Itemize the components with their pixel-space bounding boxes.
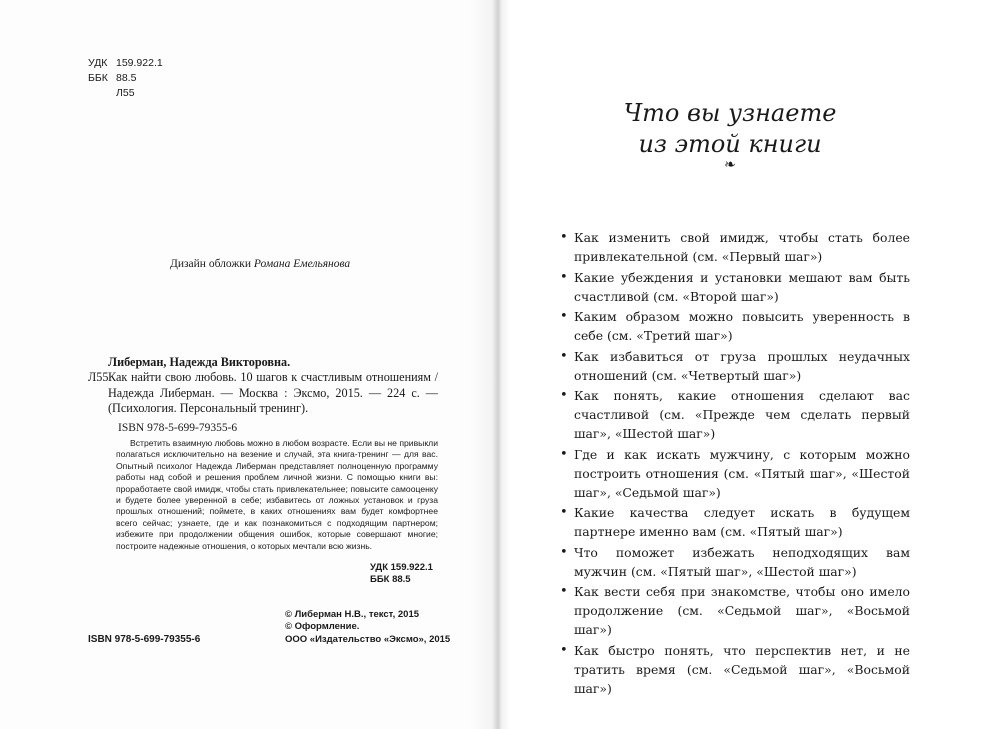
code-value: 159.922.1 [116, 57, 163, 69]
list-item: • Какие качества следует искать в будущем партнере именно вам (см. «Пятый шаг») [560, 503, 910, 541]
code-key: УДК [88, 57, 108, 69]
classification-repeat [370, 562, 460, 586]
annotation-text: Встретить взаимную любовь можно в любом возрасте. Если вы не привыкли полагаться исключительно на везение и случай, эта книга-тренинг — для вас. Опытный психолог Надежда Либерман представляет полноценную программу работы над собой и решения проблем личной жизни. С помощью книги вы: проработаете свой имидж, чтобы стать привлекательнее; повысите самооценку и будете более уверенной в себе; избавитесь от ложных установок и груза прошлых отношений; поймете, в каких отношениях вам будет комфортнее всего сейчас; узнаете, где и как познакомиться с подходящим партнером; избежите при продолжении общения ошибок, которые совершают многие; построите надежные отношения, о которых мечтали всю жизнь. [116, 438, 438, 551]
list-item: • Как избавиться от груза прошлых неудачных отношений (см. «Четвертый шаг») [560, 347, 910, 385]
design-prefix: Дизайн обложки [170, 258, 252, 270]
code-key [88, 86, 116, 101]
bib-isbn: ISBN 978-5-699-79355-6 [118, 422, 238, 435]
list-item: • Как вести себя при знакомстве, чтобы оно имело продолжение (см. «Седьмой шаг», «Восьмой шаг») [560, 582, 910, 639]
code-value: 88.5 [116, 72, 137, 84]
topics-list [560, 228, 910, 699]
list-item: • Каким образом можно повысить уверенность в себе (см. «Третий шаг») [560, 307, 910, 345]
left-page [0, 0, 494, 729]
code-key: ББК [88, 72, 108, 84]
flourish-icon: ❧ [724, 157, 736, 173]
page-title [500, 98, 960, 160]
bibliographic-record [88, 355, 438, 436]
bib-description: Как найти свою любовь. 10 шагов к счастливым отношениям / Надежда Либерман. — Москва : Эксмо, 2015. — 224 с. — (Психология. Персональный тренинг). [108, 370, 438, 415]
list-item: • Где и как искать мужчину, с которым можно построить отношения (см. «Пятый шаг», «Шестой шаг», «Седьмой шаг») [560, 445, 910, 502]
code-author-mark [88, 86, 163, 101]
code-udk [88, 56, 163, 71]
bib-code: Л55 [88, 370, 109, 385]
annotation [116, 438, 438, 552]
list-item: • Что поможет избежать неподходящих вам мужчин (см. «Пятый шаг», «Шестой шаг») [560, 543, 910, 581]
isbn-footer: ISBN 978-5-699-79355-6 [88, 634, 201, 645]
copyright-design: © Оформление. [285, 621, 360, 633]
bbk-line: ББК 88.5 [370, 574, 411, 585]
copyright-publisher: ООО «Издательство «Эксмо», 2015 [285, 633, 451, 645]
list-item: • Как изменить свой имидж, чтобы стать более привлекательной (см. «Первый шаг») [560, 228, 910, 266]
list-item: • Как понять, какие отношения сделают вас счастливой (см. «Прежде чем сделать первый шаг», «Шестой шаг») [560, 386, 910, 443]
code-value: Л55 [116, 87, 135, 99]
copyright-block [285, 609, 455, 646]
right-page [500, 0, 994, 729]
list-item: • Какие убеждения и установки мешают вам быть счастливой (см. «Второй шаг») [560, 268, 910, 306]
bib-main [88, 370, 438, 416]
design-name: Романа Емельянова [253, 258, 351, 270]
title-line-1: Что вы узнаете [623, 99, 837, 127]
udk-line: УДК 159.922.1 [370, 562, 433, 573]
code-bbk [88, 71, 163, 86]
list-item: • Как быстро понять, что перспектив нет, и не тратить время (см. «Седьмой шаг», «Восьмой шаг») [560, 641, 910, 698]
bib-author: Либерман, Надежда Викторовна. [108, 355, 291, 369]
title-line-2: из этой книги [638, 130, 822, 158]
classification-codes [88, 56, 163, 101]
copyright-text: © Либерман Н.В., текст, 2015 [285, 609, 420, 620]
cover-design-credit [170, 258, 470, 270]
